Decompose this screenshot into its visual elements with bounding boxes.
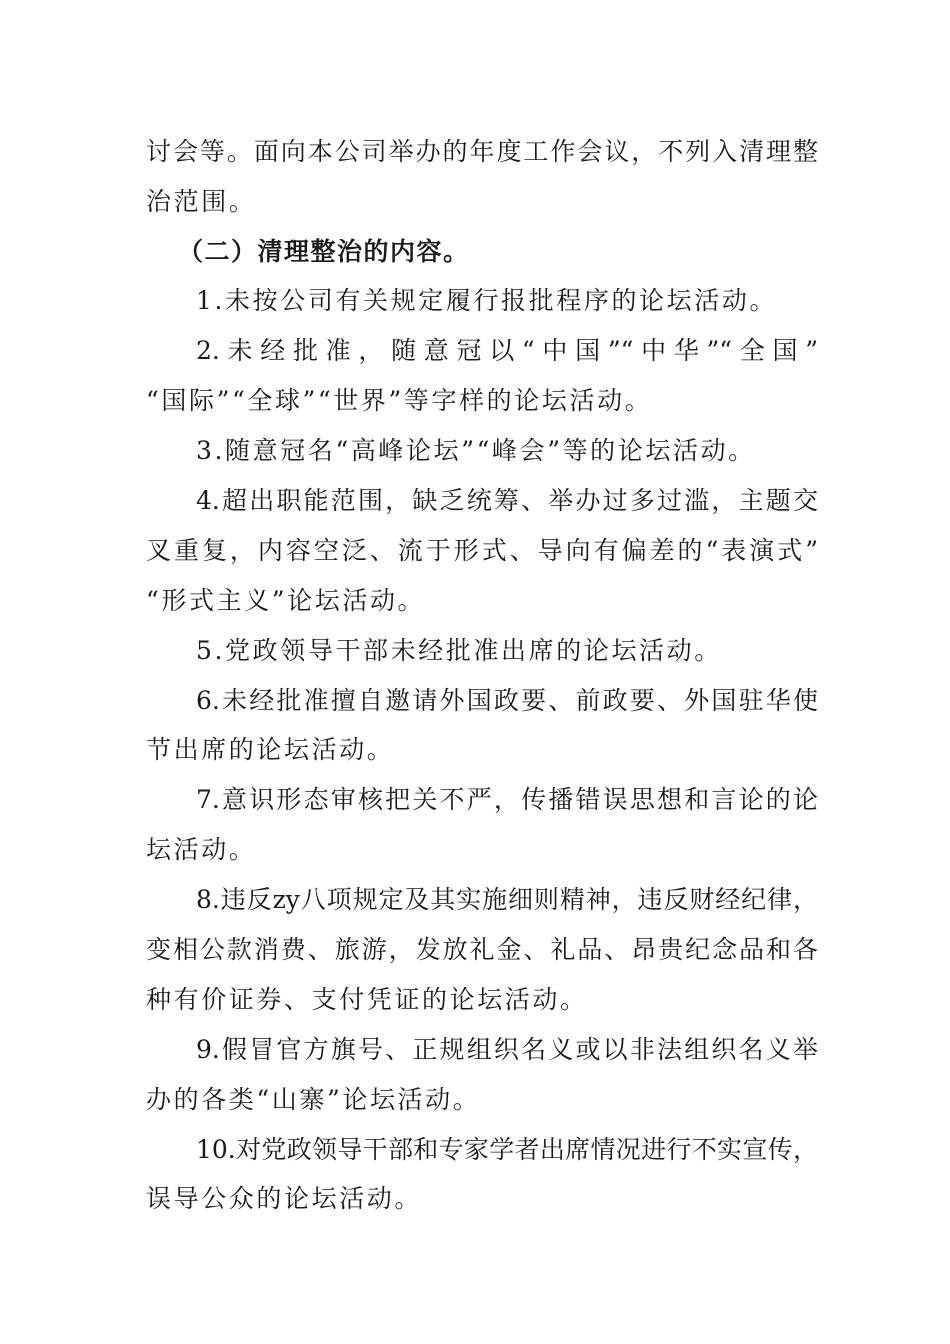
text-line: “形式主义”论坛活动。	[146, 586, 426, 615]
text-line: 办的各类“山寨”论坛活动。	[146, 1085, 481, 1114]
text-line: “国际”“全球”“世界”等字样的论坛活动。	[146, 386, 653, 415]
text-line: 治范围。	[146, 187, 257, 216]
text-line: 种有价证券、支付凭证的论坛活动。	[146, 985, 588, 1014]
list-item: 9.假冒官方旗号、正规组织名义或以非法组织名义举	[196, 1035, 818, 1064]
text-line: 误导公众的论坛活动。	[146, 1184, 423, 1213]
list-item: 8.违反zy八项规定及其实施细则精神，违反财经纪律，	[196, 885, 818, 914]
text-line: 叉重复，内容空泛、流于形式、导向有偏差的“表演式”	[146, 536, 818, 565]
text-line: 坛活动。	[146, 835, 257, 864]
list-item: 2.未经批准，随意冠以“中国”“中华”“全国”	[196, 336, 818, 365]
list-item: 6.未经批准擅自邀请外国政要、前政要、外国驻华使	[196, 686, 818, 715]
text-line: 节出席的论坛活动。	[146, 735, 395, 764]
list-item: 5.党政领导干部未经批准出席的论坛活动。	[196, 636, 722, 665]
text-line: 变相公款消费、旅游，发放礼金、礼品、昂贵纪念品和各	[146, 935, 818, 964]
list-item: 3.随意冠名“高峰论坛”“峰会”等的论坛活动。	[196, 436, 756, 465]
section-heading: （二）清理整治的内容。	[178, 237, 470, 266]
list-item: 7.意识形态审核把关不严，传播错误思想和言论的论	[196, 785, 818, 814]
list-item: 4.超出职能范围，缺乏统筹、举办过多过滥，主题交	[196, 486, 818, 515]
list-item: 10.对党政领导干部和专家学者出席情况进行不实宣传，	[196, 1135, 818, 1164]
list-item: 1.未按公司有关规定履行报批程序的论坛活动。	[196, 286, 778, 315]
text-line: 讨会等。面向本公司举办的年度工作会议，不列入清理整	[146, 137, 818, 166]
